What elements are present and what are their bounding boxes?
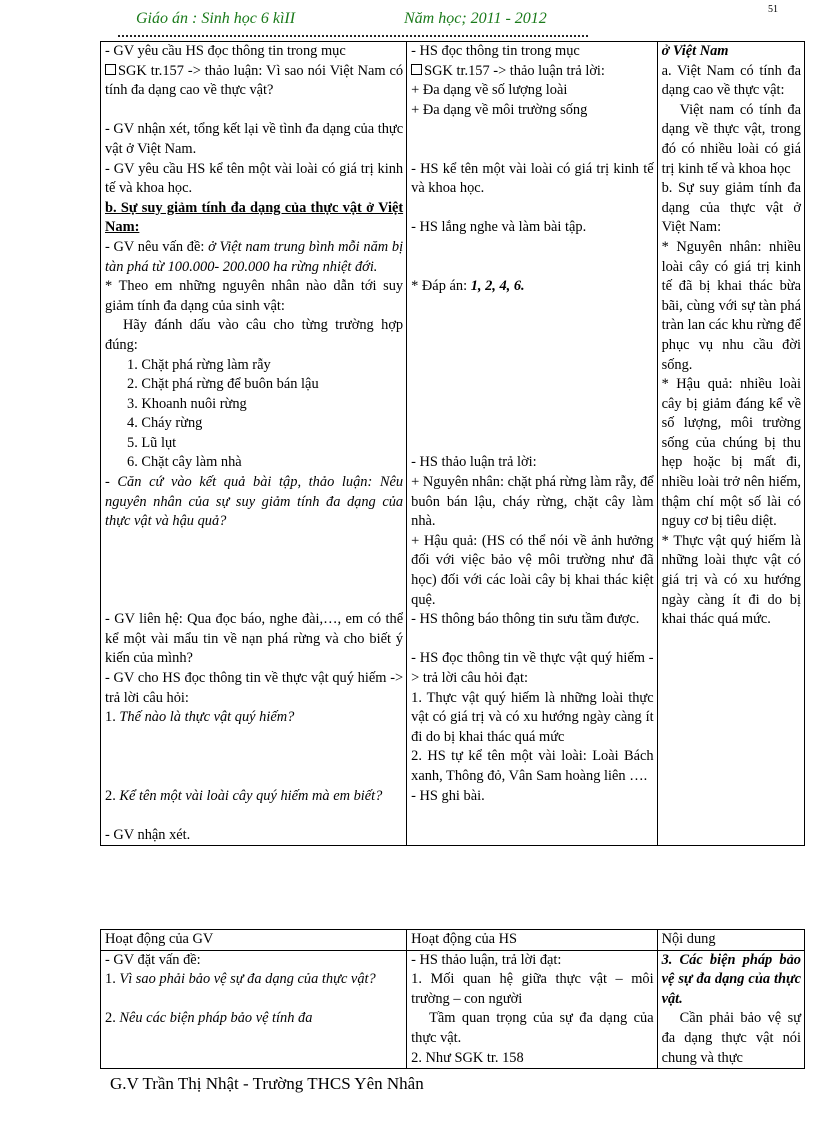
header-divider xyxy=(118,35,588,37)
hs-line: - HS thảo luận trả lời: xyxy=(411,454,537,471)
gv-question-italic: Kể tên một vài loài cây quý hiếm mà em biết? xyxy=(119,787,383,804)
hs-activity-cell xyxy=(407,950,657,1069)
header-subject: Giáo án : Sinh học 6 kìII xyxy=(136,10,296,27)
header-school-year: Năm học; 2011 - 2012 xyxy=(404,10,547,27)
lesson-table-2 xyxy=(100,929,805,1069)
gv-line: Hãy đánh dấu vào câu cho từng trường hợp đúng: xyxy=(105,317,404,353)
gv-question-italic: - Căn cứ vào kết quả bài tập, thảo luận: Nêu nguyên nhân của sự suy giảm tính đa dạng của thực vật và hậu quả? xyxy=(105,474,404,530)
hs-line: Tầm quan trọng của sự đa dạng của thực vật. xyxy=(411,1010,654,1046)
hs-line: - HS kể tên một vài loài có giá trị kinh tế và khoa học. xyxy=(411,160,654,197)
gv-line: - GV đặt vấn đề: xyxy=(105,951,201,968)
content-cell xyxy=(657,42,804,846)
content-line: * Nguyên nhân: nhiều loài cây có giá trị kinh tế đã bị khai thác bừa bãi, cùng với sự tàn phá tràn lan các khu rừng để phục vụ nhu cầu đời sống. xyxy=(661,238,801,373)
hs-line: - HS lắng nghe và làm bài tập. xyxy=(411,219,587,236)
gv-question-italic: Thế nào là thực vật quý hiếm? xyxy=(119,709,295,726)
section-heading: b. Sự suy giảm tính đa dạng của thực vật ở Việt Nam: xyxy=(105,199,404,236)
hs-line: SGK tr.157 -> thảo luận trả lời: xyxy=(424,62,605,79)
table-row xyxy=(101,950,805,1069)
gv-line: - GV yêu cầu HS kể tên một vài loài có giá trị kinh tế và khoa học. xyxy=(105,160,404,197)
gv-line: - GV nêu vấn đề: xyxy=(105,238,205,255)
question-number: 1. xyxy=(105,971,116,988)
book-icon xyxy=(411,64,422,75)
hs-activity-cell xyxy=(407,42,657,846)
hs-line: 1. Mối quan hệ giữa thực vật – môi trường – con người xyxy=(411,971,654,1007)
list-item: 4. Cháy rừng xyxy=(127,415,203,432)
content-line: Việt nam có tính đa dạng về thực vật, trong đó có nhiều loài có giá trị kinh tế và khoa học xyxy=(661,101,801,177)
question-number: 2. xyxy=(105,787,116,804)
content-line: b. Sự suy giảm tính đa dạng của thực vật ở Việt Nam: xyxy=(661,180,801,236)
page-number: 51 xyxy=(768,4,778,15)
content-line: * Hậu quả: nhiều loài cây bị giảm đáng kể về số lượng, môi trường sống của chúng bị thu hẹp hoặc bị mất đi, nhiều loài trở nên hiếm, thậm chí một số lài có nguy cơ bị tiêu diệt. xyxy=(661,376,801,530)
list-item: 3. Khoanh nuôi rừng xyxy=(127,395,247,412)
hs-line: - HS ghi bài. xyxy=(411,787,485,804)
question-number: 1. xyxy=(105,709,116,726)
hs-line: 2. Như SGK tr. 158 xyxy=(411,1049,524,1066)
content-heading: 3. Các biện pháp bảo vệ sự đa dạng của thực vật. xyxy=(661,951,801,1007)
hs-line: + Nguyên nhân: chặt phá rừng làm rẫy, để buôn bán lậu, cháy rừng, chặt cây làm nhà. xyxy=(411,474,654,530)
list-item: 5. Lũ lụt xyxy=(127,434,177,451)
page-footer: G.V Trần Thị Nhật - Trường THCS Yên Nhân xyxy=(110,1074,424,1093)
content-line: * Thực vật quý hiếm là những loài thực vật có giá trị và có xu hướng ngày càng ít đi do bị khai thác quá mức. xyxy=(661,532,801,628)
column-header-hs: Hoạt động của HS xyxy=(407,930,657,951)
gv-line: - GV nhận xét. xyxy=(105,826,191,843)
column-header-gv: Hoạt động của GV xyxy=(101,930,407,951)
page-header xyxy=(136,10,656,34)
gv-activity-cell xyxy=(101,950,407,1069)
gv-line: SGK tr.157 -> thảo luận: Vì sao nói Việt Nam có tính đa dạng cao về thực vật? xyxy=(105,62,404,99)
book-icon xyxy=(105,64,116,75)
hs-line: - HS đọc thông tin trong mục xyxy=(411,43,580,59)
content-cell xyxy=(657,950,804,1069)
hs-line: + Đa dạng về số lượng loài xyxy=(411,82,568,99)
content-line: Cần phải bảo vệ sự đa dạng thực vật nói chung và thực xyxy=(661,1010,801,1066)
list-item: 1. Chặt phá rừng làm rẫy xyxy=(127,356,271,373)
gv-line: - GV liên hệ: Qua đọc báo, nghe đài,…, em có thể kể một vài mẩu tin về nạn phá rừng và cho biết ý kiến của mình? xyxy=(105,611,404,667)
gv-line: - GV yêu cầu HS đọc thông tin trong mục xyxy=(105,43,346,59)
hs-line: + Đa dạng về môi trường sống xyxy=(411,101,588,118)
content-line: a. Việt Nam có tính đa dạng cao về thực vật: xyxy=(661,62,801,99)
question-number: 2. xyxy=(105,1010,116,1027)
hs-line: - HS thông báo thông tin sưu tầm được. xyxy=(411,611,640,628)
hs-line: 2. HS tự kể tên một vài loài: Loài Bách xanh, Thông đỏ, Vân Sam hoàng liên …. xyxy=(411,748,654,784)
gv-line: - GV nhận xét, tổng kết lại về tình đa dạng của thực vật ở Việt Nam. xyxy=(105,121,404,157)
list-item: 6. Chặt cây làm nhà xyxy=(127,454,242,471)
answer-key: 1, 2, 4, 6. xyxy=(470,278,525,295)
hs-line: - HS đọc thông tin về thực vật quý hiếm -> trả lời câu hỏi đạt: xyxy=(411,650,654,686)
table-row xyxy=(101,42,805,846)
gv-line: * Theo em những nguyên nhân nào dẫn tới suy giảm tính đa dạng của sinh vật: xyxy=(105,278,404,314)
hs-line: + Hậu quả: (HS có thể nói về ảnh hưởng đối với việc bảo vệ môi trường như đã học) đối với các loài cây bị khai thác kiệt quệ. xyxy=(411,532,654,608)
list-item: 2. Chặt phá rừng để buôn bán lậu xyxy=(127,376,319,393)
gv-question-italic: Vì sao phải bảo vệ sự đa dạng của thực vật? xyxy=(119,971,376,988)
hs-line: 1. Thực vật quý hiếm là những loài thực vật có giá trị và có xu hướng ngày càng ít đi do bị khai thác quá mức xyxy=(411,689,654,745)
gv-question-italic: Nêu các biện pháp bảo vệ tính đa xyxy=(119,1010,313,1027)
table-header-row xyxy=(101,930,805,951)
lesson-table-1 xyxy=(100,41,805,846)
gv-activity-cell xyxy=(101,42,407,846)
hs-line: * Đáp án: xyxy=(411,278,468,295)
content-heading: ở Việt Nam xyxy=(661,43,729,59)
hs-line: - HS thảo luận, trả lời đạt: xyxy=(411,951,562,968)
gv-problem-italic: ở Việt nam trung bình mỗi năm bị tàn phá từ 100.000- 200.000 ha rừng nhiệt đới. xyxy=(105,238,404,275)
gv-line: - GV cho HS đọc thông tin về thực vật quý hiếm -> trả lời câu hỏi: xyxy=(105,670,404,706)
column-header-content: Nội dung xyxy=(657,930,804,951)
